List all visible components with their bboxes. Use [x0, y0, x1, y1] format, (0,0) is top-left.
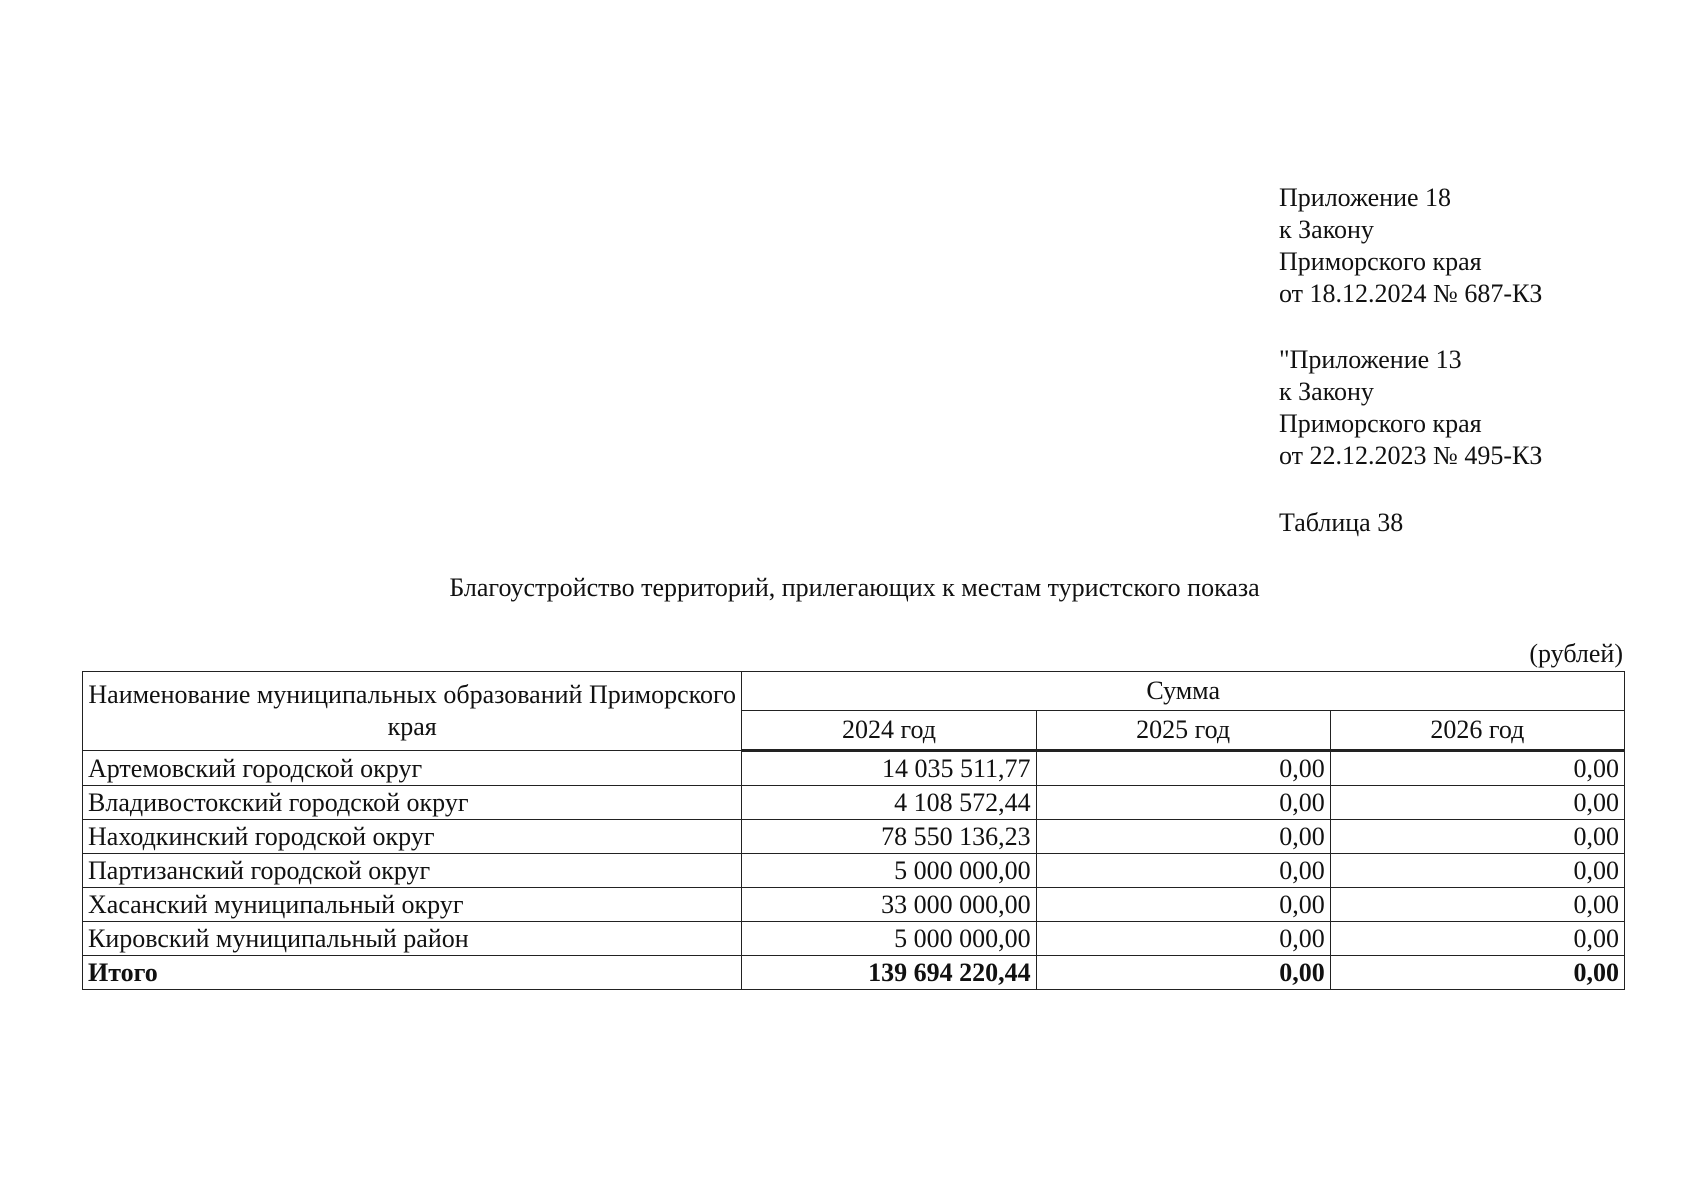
table-row	[83, 888, 1625, 922]
row-name: Артемовский городской округ	[83, 751, 742, 786]
units-label: (рублей)	[1529, 639, 1623, 668]
table-row	[83, 854, 1625, 888]
appendix-18-block	[1279, 182, 1542, 310]
row-value-2024: 78 550 136,23	[742, 820, 1036, 854]
row-value-2026: 0,00	[1330, 888, 1624, 922]
row-value-2025: 0,00	[1036, 820, 1330, 854]
header-year-2026: 2026 год	[1330, 711, 1624, 751]
row-value-2025: 0,00	[1036, 922, 1330, 956]
total-value-2024: 139 694 220,44	[742, 956, 1036, 990]
appendix-18-line: от 18.12.2024 № 687-КЗ	[1279, 279, 1543, 308]
appendix-18-line: к Закону	[1279, 215, 1374, 244]
row-name: Кировский муниципальный район	[83, 922, 742, 956]
table-row	[83, 751, 1625, 786]
header-municipality: Наименование муниципальных образований Приморского края	[83, 672, 742, 751]
row-name: Находкинский городской округ	[83, 820, 742, 854]
table-number: Таблица 38	[1279, 508, 1404, 537]
header-sum: Сумма	[742, 672, 1625, 711]
budget-table	[82, 671, 1625, 990]
table-row	[83, 922, 1625, 956]
appendix-18-line: Приложение 18	[1279, 183, 1452, 212]
row-value-2024: 5 000 000,00	[742, 922, 1036, 956]
appendix-13-block	[1279, 344, 1542, 472]
appendix-13-line: от 22.12.2023 № 495-КЗ	[1279, 441, 1543, 470]
appendix-13-line: к Закону	[1279, 377, 1374, 406]
document-title: Благоустройство территорий, прилегающих к местам туристского показа	[449, 573, 1260, 602]
total-value-2026: 0,00	[1330, 956, 1624, 990]
row-name: Владивостокский городской округ	[83, 786, 742, 820]
row-value-2026: 0,00	[1330, 751, 1624, 786]
total-row	[83, 956, 1625, 990]
row-value-2025: 0,00	[1036, 888, 1330, 922]
table-row	[83, 820, 1625, 854]
header-year-2024: 2024 год	[742, 711, 1036, 751]
row-value-2024: 5 000 000,00	[742, 854, 1036, 888]
header-year-2025: 2025 год	[1036, 711, 1330, 751]
total-label: Итого	[83, 956, 742, 990]
row-value-2024: 33 000 000,00	[742, 888, 1036, 922]
appendix-13-line: "Приложение 13	[1279, 345, 1462, 374]
row-value-2025: 0,00	[1036, 751, 1330, 786]
appendix-18-line: Приморского края	[1279, 247, 1482, 276]
appendix-13-line: Приморского края	[1279, 409, 1482, 438]
row-value-2026: 0,00	[1330, 820, 1624, 854]
table-row	[83, 786, 1625, 820]
row-name: Партизанский городской округ	[83, 854, 742, 888]
table-header-row	[83, 672, 1625, 711]
row-value-2026: 0,00	[1330, 854, 1624, 888]
row-name: Хасанский муниципальный округ	[83, 888, 742, 922]
row-value-2024: 14 035 511,77	[742, 751, 1036, 786]
row-value-2024: 4 108 572,44	[742, 786, 1036, 820]
total-value-2025: 0,00	[1036, 956, 1330, 990]
row-value-2026: 0,00	[1330, 786, 1624, 820]
row-value-2025: 0,00	[1036, 854, 1330, 888]
row-value-2026: 0,00	[1330, 922, 1624, 956]
row-value-2025: 0,00	[1036, 786, 1330, 820]
